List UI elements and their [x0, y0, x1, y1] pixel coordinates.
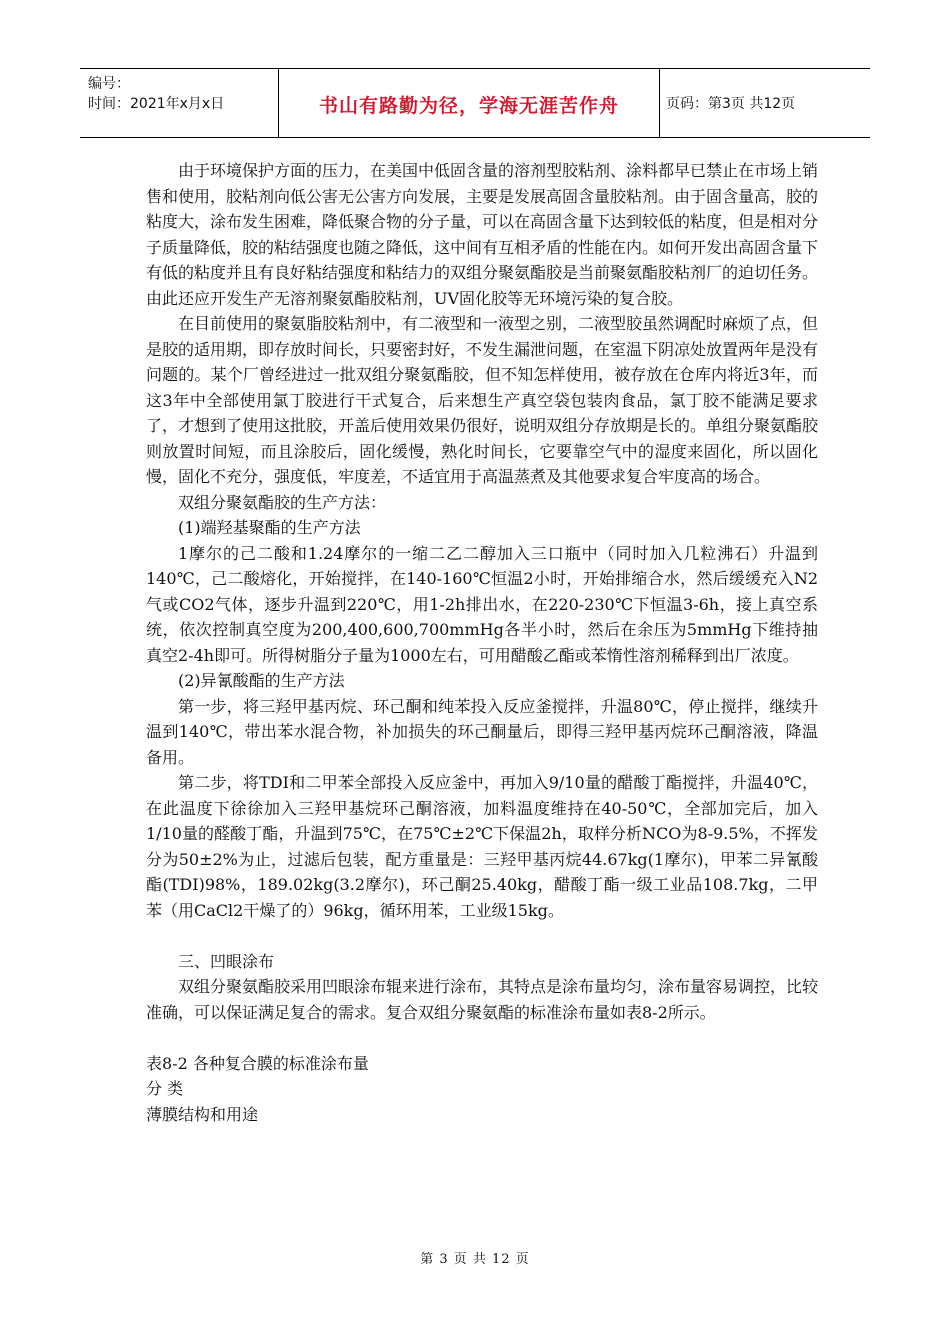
paragraph: 由于环境保护方面的压力，在美国中低固含量的溶剂型胶粘剂、涂料都早已禁止在市场上销售和使用，胶粘剂向低公害无公害方向发展，主要是发展高固含量胶粘剂。由于固含量高，胶的粘度大，涂布发生困难，降低聚合物的分子量，可以在高固含量下达到较低的粘度，但是相对分子质量降低，胶的粘结强度也随之降低，这中间有互相矛盾的性能在内。如何开发出高固含量下有低的粘度并且有良好粘结强度和粘结力的双组分聚氨酯胶是当前聚氨酯胶粘剂厂的迫切任务。由此还应开发生产无溶剂聚氨酯胶粘剂，UV固化胶等无环境污染的复合胶。 — [146, 161, 819, 308]
header-motto-cell — [279, 69, 660, 137]
paragraph: (1)端羟基聚酯的生产方法 — [178, 518, 361, 537]
header-motto: 书山有路勤为径，学海无涯苦作舟 — [318, 95, 619, 117]
table-caption: 表8-2 各种复合膜的标准涂布量 — [146, 1053, 369, 1073]
table-column-header: 分 类 — [146, 1079, 184, 1098]
page-number-label: 页码：第3页 共12页 — [666, 96, 796, 112]
paragraph: 1摩尔的己二酸和1.24摩尔的一缩二乙二醇加入三口瓶中（同时加入几粒沸石）升温到140℃，己二酸熔化，开始搅拌，在140-160℃恒温2小时，开始排缩合水，然后缓缓充入N2气或CO2气体，逐步升温到220℃，用1-2h排出水，在220-230℃下恒温3-6h，接上真空系统，依次控制真空度为200,400,600,700mmHg各半小时，然后在余压为5mmHg下维持抽真空2-4h即可。所得树脂分子量为1000左右，可用醋酸乙酯或苯惰性溶剂稀释到出厂浓度。 — [146, 543, 818, 665]
blank-line — [146, 923, 818, 949]
page-footer: 第 3 页 共 12 页 — [420, 1252, 530, 1267]
paragraph: 在目前使用的聚氨脂胶粘剂中，有二液型和一液型之别，二液型胶虽然调配时麻烦了点，但是胶的适用期，即存放时间长，只要密封好，不发生漏泄问题，在室温下阴凉处放置两年是没有问题的。某个厂曾经进过一批双组分聚氨酯胶，但不知怎样使用，被存放在仓库内将近3年，而这3年中全部使用氯丁胶进行干式复合，后来想生产真空袋包装肉食品，氯丁胶不能满足要求了，才想到了使用这批胶，开盖后使用效果仍很好，说明双组分存放期是长的。单组分聚氨酯胶则放置时间短，而且涂胶后，固化缓慢，熟化时间长，它要靠空气中的湿度来固化，所以固化慢，固化不充分，强度低，牢度差，不适宜用于高温蒸煮及其他要求复合牢度高的场合。 — [146, 314, 819, 486]
document-number-label: 编号： — [88, 76, 130, 92]
paragraph: (2)异氰酸酯的生产方法 — [178, 671, 345, 690]
paragraph: 双组分聚氨酯胶的生产方法： — [178, 492, 387, 512]
document-time-label: 时间：2021年x月x日 — [88, 96, 225, 112]
table-column-header: 薄膜结构和用途 — [146, 1104, 259, 1124]
page-header — [80, 68, 870, 138]
section-heading: 三、凹眼涂布 — [178, 951, 275, 971]
paragraph: 第二步，将TDI和二甲苯全部投入反应釜中，再加入9/10量的醋酸丁酯搅拌，升温40℃，在此温度下徐徐加入三羟甲基烷环己酮溶液，加料温度维持在40-50℃，全部加完后，加入1/10量的醛酸丁酯，升温到75℃，在75℃±2℃下保温2h，取样分析NCO为8-9.5%，不挥发分为50±2%为止，过滤后包装，配方重量是：三羟甲基丙烷44.67kg(1摩尔)，甲苯二异氰酸酯(TDI)98%，189.02kg(3.2摩尔)，环己酮25.40kg，醋酸丁酯一级工业品108.7kg，二甲苯（用CaCl2干燥了的）96kg，循环用苯，工业级15kg。 — [146, 773, 818, 920]
header-info-cell — [80, 69, 279, 137]
paragraph: 双组分聚氨酯胶采用凹眼涂布辊来进行涂布，其特点是涂布量均匀，涂布量容易调控，比较准确，可以保证满足复合的需求。复合双组分聚氨酯的标准涂布量如表8-2所示。 — [146, 977, 819, 1022]
paragraph: 第一步，将三羟甲基丙烷、环己酮和纯苯投入反应釜搅拌，升温80℃，停止搅拌，继续升温到140℃，带出苯水混合物，补加损失的环己酮量后，即得三羟甲基丙烷环己酮溶液，降温备用。 — [146, 696, 818, 767]
blank-line — [146, 1025, 818, 1051]
document-body — [146, 158, 818, 1127]
header-page-cell — [660, 69, 870, 137]
